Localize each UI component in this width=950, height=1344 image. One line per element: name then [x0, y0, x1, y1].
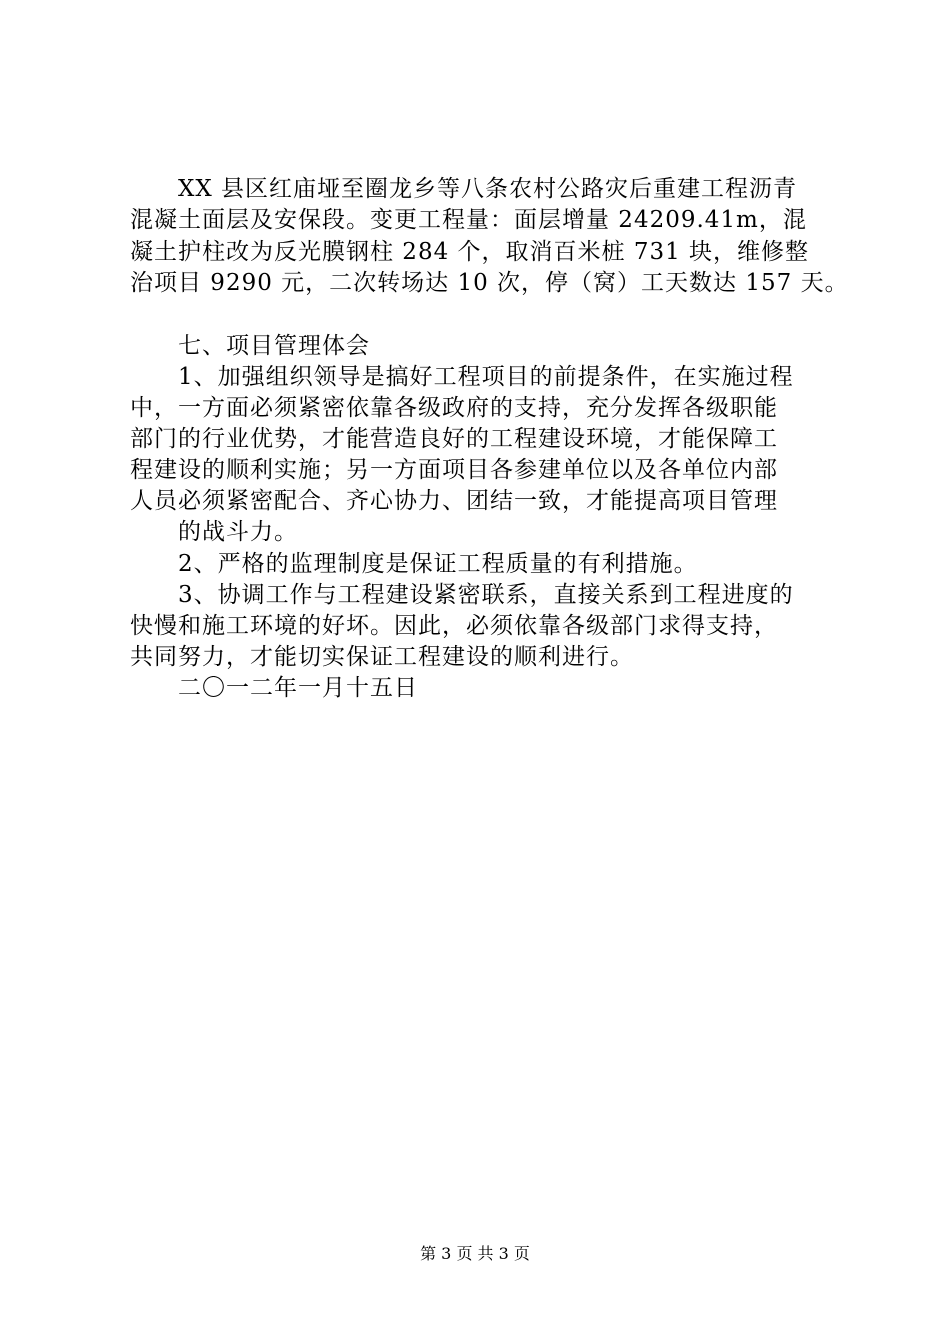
paragraph-line: 共同努力，才能切实保证工程建设的顺利进行。	[130, 644, 634, 670]
paragraph-line: 3、协调工作与工程建设紧密联系，直接关系到工程进度的	[178, 582, 794, 608]
section-heading: 七、项目管理体会	[178, 333, 370, 359]
page-footer: 第 3 页 共 3 页	[420, 1244, 530, 1263]
paragraph-line: 凝土护柱改为反光膜钢柱 284 个，取消百米桩 731 块，维修整	[130, 239, 810, 265]
paragraph-line: 2、严格的监理制度是保证工程质量的有利措施。	[178, 551, 698, 577]
paragraph-line: 中，一方面必须紧密依靠各级政府的支持，充分发挥各级职能	[130, 395, 778, 421]
document-date: 二〇一二年一月十五日	[178, 675, 418, 701]
paragraph-line: 快慢和施工环境的好坏。因此，必须依靠各级部门求得支持，	[130, 613, 778, 639]
paragraph-line: 治项目 9290 元，二次转场达 10 次，停（窝）工天数达 157 天。	[130, 270, 849, 296]
paragraph-line: 的战斗力。	[178, 519, 298, 545]
paragraph-line: 1、加强组织领导是搞好工程项目的前提条件，在实施过程	[178, 364, 794, 390]
paragraph-line: XX 县区红庙垭至圈龙乡等八条农村公路灾后重建工程沥青	[178, 176, 798, 202]
paragraph-line: 混凝土面层及安保段。变更工程量：面层增量 24209.41m，混	[130, 207, 807, 233]
paragraph-line: 人员必须紧密配合、齐心协力、团结一致，才能提高项目管理	[130, 488, 778, 514]
paragraph-line: 程建设的顺利实施；另一方面项目各参建单位以及各单位内部	[130, 457, 778, 483]
paragraph-line: 部门的行业优势，才能营造良好的工程建设环境，才能保障工	[130, 426, 778, 452]
